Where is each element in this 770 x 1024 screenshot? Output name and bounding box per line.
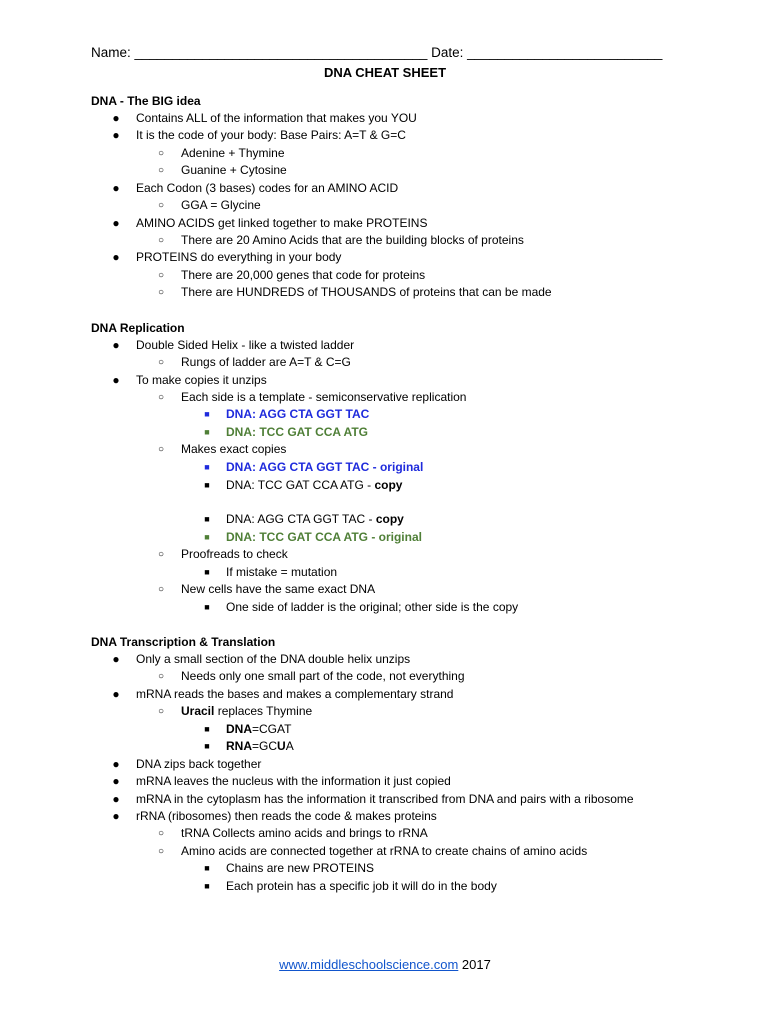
circle-bullet-icon: ○: [157, 584, 165, 595]
section-heading-big-idea: DNA - The BIG idea: [91, 94, 201, 108]
list-item: ■ Each protein has a specific job it will do in the body: [226, 878, 497, 895]
list-item: ● DNA zips back together: [112, 757, 262, 771]
circle-bullet-icon: ○: [157, 549, 165, 560]
square-bullet-icon: ■: [204, 532, 210, 542]
bullet-icon: ●: [112, 687, 120, 701]
name-date-line: [91, 45, 662, 60]
list-item: ● AMINO ACIDS get linked together to make PROTEINS: [112, 216, 428, 230]
list-item: ○ New cells have the same exact DNA: [157, 582, 376, 596]
page-footer: [0, 957, 770, 972]
bullet-icon: ●: [112, 250, 120, 264]
footer-website-link[interactable]: www.middleschoolscience.com: [279, 957, 459, 972]
square-bullet-icon: ■: [204, 863, 210, 873]
circle-bullet-icon: ○: [157, 671, 165, 682]
dna-strand-green: ■ DNA: TCC GAT CCA ATG: [226, 424, 368, 441]
name-label: Name:: [91, 45, 131, 60]
list-item: ● Only a small section of the DNA double helix unzips: [112, 652, 411, 666]
bullet-icon: ●: [112, 774, 120, 788]
list-item: ● It is the code of your body: Base Pairs: A=T & G=C: [112, 128, 406, 142]
list-item: ● Double Sided Helix - like a twisted ladder: [112, 338, 355, 352]
circle-bullet-icon: ○: [157, 165, 165, 176]
dna-strand-copy: ■ DNA: TCC GAT CCA ATG - copy: [226, 477, 402, 494]
list-item: ○ Needs only one small part of the code, not everything: [157, 669, 465, 683]
list-item: ● mRNA in the cytoplasm has the information it transcribed from DNA and pairs with a ribosome: [112, 792, 634, 806]
circle-bullet-icon: ○: [157, 200, 165, 211]
list-item: ■ RNA=GCUA: [226, 738, 294, 755]
section-heading-replication: DNA Replication: [91, 321, 185, 335]
circle-bullet-icon: ○: [157, 706, 165, 717]
bullet-icon: ●: [112, 757, 120, 771]
square-bullet-icon: ■: [204, 462, 210, 472]
dna-strand-copy: ■ DNA: AGG CTA GGT TAC - copy: [226, 511, 404, 528]
circle-bullet-icon: ○: [157, 270, 165, 281]
bullet-icon: ●: [112, 111, 120, 125]
date-blank: __________________________: [467, 45, 663, 60]
list-item: ■ DNA=CGAT: [226, 721, 291, 738]
circle-bullet-icon: ○: [157, 287, 165, 298]
list-item: ○ Rungs of ladder are A=T & C=G: [157, 355, 351, 369]
list-item: ○ Each side is a template - semiconservative replication: [157, 390, 467, 404]
page-title: DNA CHEAT SHEET: [323, 65, 447, 80]
circle-bullet-icon: ○: [157, 357, 165, 368]
list-item: ○ GGA = Glycine: [157, 198, 261, 212]
circle-bullet-icon: ○: [157, 444, 165, 455]
circle-bullet-icon: ○: [157, 392, 165, 403]
square-bullet-icon: ■: [204, 514, 210, 524]
list-item: ● rRNA (ribosomes) then reads the code & makes proteins: [112, 809, 437, 823]
bullet-icon: ●: [112, 373, 120, 387]
list-item: ○ Amino acids are connected together at rRNA to create chains of amino acids: [157, 844, 588, 858]
circle-bullet-icon: ○: [157, 235, 165, 246]
bullet-icon: ●: [112, 792, 120, 806]
bullet-icon: ●: [112, 128, 120, 142]
name-blank: _______________________________________: [134, 45, 428, 60]
date-label: Date:: [431, 45, 464, 60]
list-item: ● Each Codon (3 bases) codes for an AMINO ACID: [112, 181, 399, 195]
bullet-icon: ●: [112, 338, 120, 352]
circle-bullet-icon: ○: [157, 148, 165, 159]
bullet-icon: ●: [112, 216, 120, 230]
square-bullet-icon: ■: [204, 602, 210, 612]
list-item: ○ There are 20,000 genes that code for proteins: [157, 268, 426, 282]
list-item: ● To make copies it unzips: [112, 373, 267, 387]
bullet-icon: ●: [112, 652, 120, 666]
list-item: ○ Makes exact copies: [157, 442, 287, 456]
list-item: ● mRNA reads the bases and makes a complementary strand: [112, 687, 454, 701]
list-item: ○ There are HUNDREDS of THOUSANDS of proteins that can be made: [157, 285, 552, 299]
list-item: ○ Proofreads to check: [157, 547, 288, 561]
square-bullet-icon: ■: [204, 567, 210, 577]
list-item: ● mRNA leaves the nucleus with the information it just copied: [112, 774, 451, 788]
square-bullet-icon: ■: [204, 480, 210, 490]
list-item: ■ One side of ladder is the original; other side is the copy: [226, 599, 518, 616]
bullet-icon: ●: [112, 181, 120, 195]
section-heading-transcription: DNA Transcription & Translation: [91, 635, 276, 649]
square-bullet-icon: ■: [204, 881, 210, 891]
list-item: ■ If mistake = mutation: [226, 564, 337, 581]
list-item: ● PROTEINS do everything in your body: [112, 250, 342, 264]
list-item: ■ Chains are new PROTEINS: [226, 860, 374, 877]
list-item: ○ Guanine + Cytosine: [157, 163, 287, 177]
square-bullet-icon: ■: [204, 724, 210, 734]
list-item: ● Contains ALL of the information that makes you YOU: [112, 111, 417, 125]
circle-bullet-icon: ○: [157, 846, 165, 857]
list-item: ○ There are 20 Amino Acids that are the building blocks of proteins: [157, 233, 524, 247]
footer-year: 2017: [458, 957, 491, 972]
circle-bullet-icon: ○: [157, 828, 165, 839]
dna-strand-blue-original: ■ DNA: AGG CTA GGT TAC - original: [226, 459, 423, 476]
square-bullet-icon: ■: [204, 741, 210, 751]
list-item: ○ tRNA Collects amino acids and brings to rRNA: [157, 826, 428, 840]
list-item: ○ Adenine + Thymine: [157, 146, 285, 160]
dna-strand-blue: ■ DNA: AGG CTA GGT TAC: [226, 406, 369, 423]
square-bullet-icon: ■: [204, 409, 210, 419]
bullet-icon: ●: [112, 809, 120, 823]
dna-strand-green-original: ■ DNA: TCC GAT CCA ATG - original: [226, 529, 422, 546]
square-bullet-icon: ■: [204, 427, 210, 437]
list-item: ○ Uracil replaces Thymine: [157, 704, 313, 718]
